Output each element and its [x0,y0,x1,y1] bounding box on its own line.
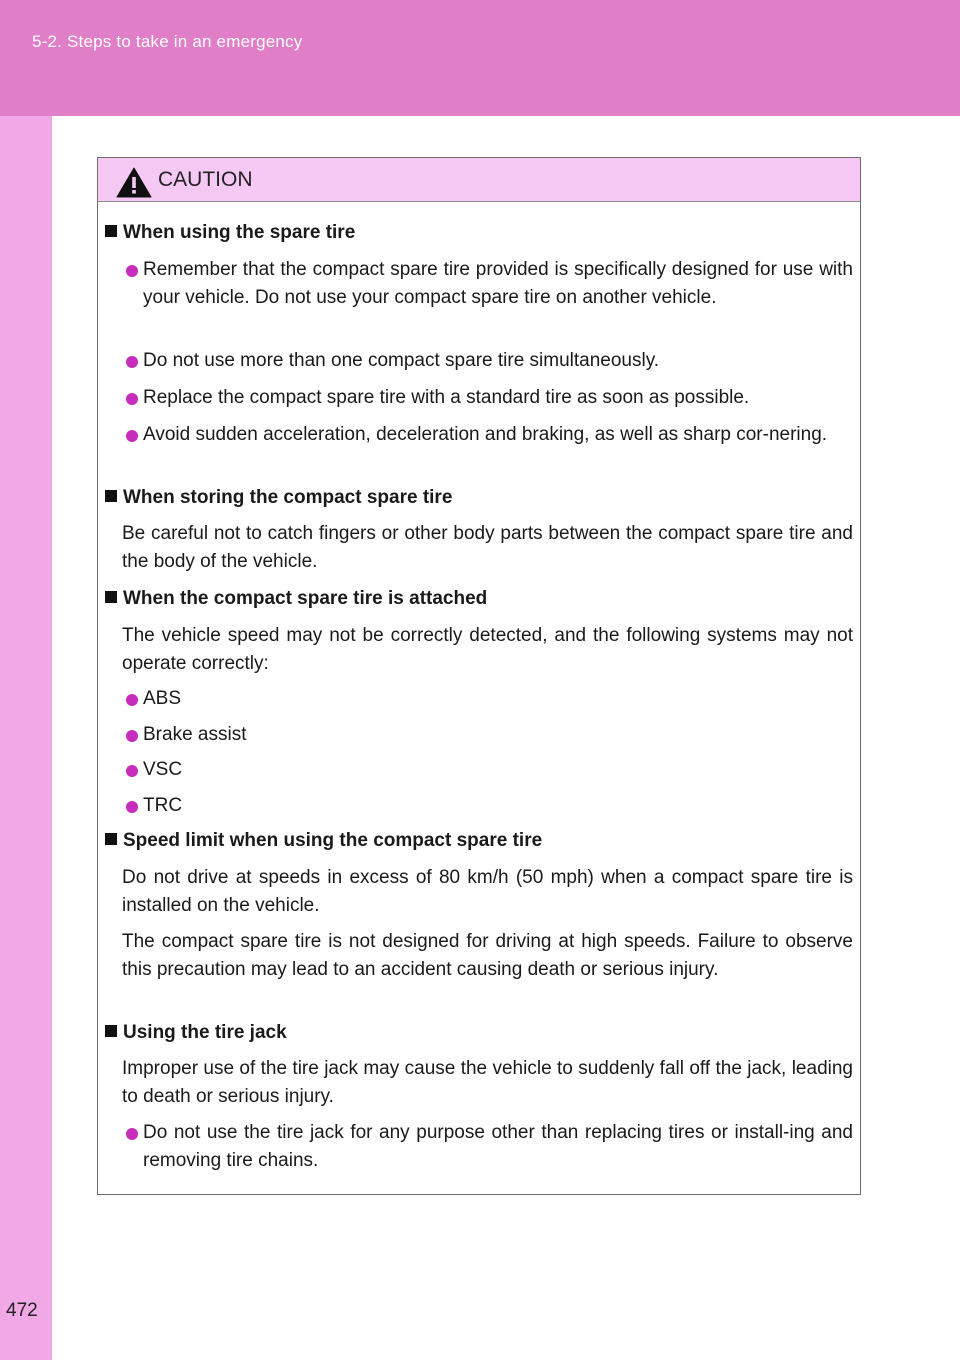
square-bullet-icon [105,490,117,502]
bullet-dot-icon [126,730,138,742]
square-bullet-icon [105,225,117,237]
page-number: 472 [6,1300,38,1321]
section-heading: When storing the compact spare tire [105,484,452,512]
side-band [0,116,52,1360]
caution-title: CAUTION [158,168,253,191]
bullet-item: Avoid sudden acceleration, deceleration and braking, as well as sharp cor-nering. [126,421,853,449]
square-bullet-icon [105,1025,117,1037]
bullet-item: Remember that the compact spare tire provided is specifically designed for use with your vehicle. Do not use your compact spare tire on another vehicle. [126,256,853,312]
paragraph: The compact spare tire is not designed for driving at high speeds. Failure to observe this precaution may lead to an accident causing death or serious injury. [122,931,853,980]
bullet-item: Brake assist [126,721,853,749]
bullet-item: Replace the compact spare tire with a standard tire as soon as possible. [126,384,853,412]
bullet-dot-icon [126,430,138,442]
bullet-dot-icon [126,801,138,813]
bullet-dot-icon [126,393,138,405]
square-bullet-icon [105,833,117,845]
warning-triangle-icon [116,167,152,198]
bullet-item: ABS [126,685,853,713]
paragraph: Be careful not to catch fingers or other body parts between the compact spare tire and the body of the vehicle. [122,523,853,572]
bullet-dot-icon [126,694,138,706]
paragraph: The vehicle speed may not be correctly detected, and the following systems may not operate correctly: [122,625,853,674]
paragraph: Do not drive at speeds in excess of 80 km/h (50 mph) when a compact spare tire is installed on the vehicle. [122,867,853,916]
section-heading: When using the spare tire [105,219,355,247]
header-band [0,0,960,116]
square-bullet-icon [105,591,117,603]
caution-box [97,157,861,1195]
section-heading: Using the tire jack [105,1019,287,1047]
section-heading: Speed limit when using the compact spare tire [105,827,542,855]
bullet-dot-icon [126,356,138,368]
bullet-dot-icon [126,765,138,777]
bullet-dot-icon [126,1128,138,1140]
paragraph: Improper use of the tire jack may cause the vehicle to suddenly fall off the jack, leading to death or serious injury. [122,1058,853,1107]
bullet-dot-icon [126,265,138,277]
caution-header [98,158,860,202]
bullet-item: Do not use more than one compact spare tire simultaneously. [126,347,853,375]
bullet-item: VSC [126,756,853,784]
section-title: 5-2. Steps to take in an emergency [32,32,303,51]
section-heading: When the compact spare tire is attached [105,585,487,613]
bullet-item: TRC [126,792,853,820]
bullet-item: Do not use the tire jack for any purpose other than replacing tires or install-ing and removing tire chains. [126,1119,853,1175]
